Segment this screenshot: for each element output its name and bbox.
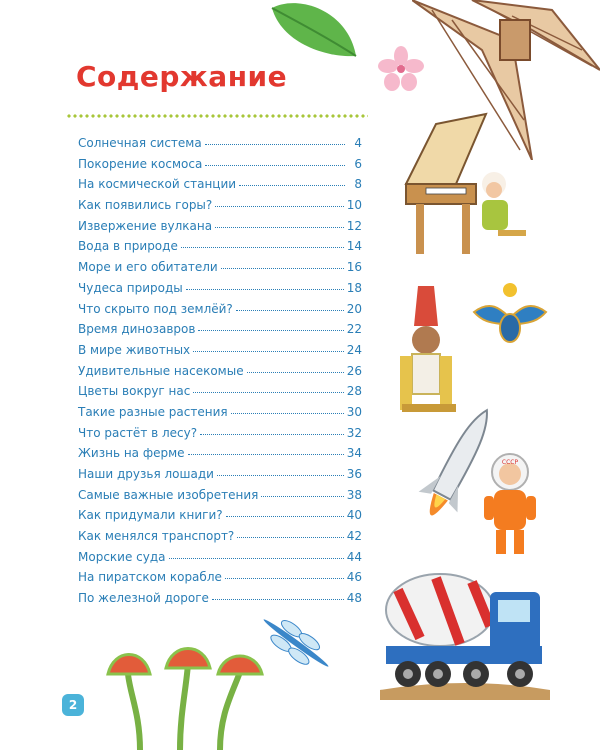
toc-row[interactable] — [78, 157, 362, 178]
toc-page-number: 14 — [346, 239, 362, 254]
toc-page-number: 48 — [346, 591, 362, 606]
toc-leader-dots — [239, 175, 345, 186]
toc-label: Солнечная система — [78, 136, 202, 150]
toc-row[interactable] — [78, 343, 362, 364]
toc-row[interactable] — [78, 467, 362, 488]
toc-row[interactable] — [78, 219, 362, 240]
toc-leader-dots — [205, 134, 345, 145]
toc-label: Удивительные насекомые — [78, 363, 244, 378]
toc-label: Вода в природе — [78, 239, 178, 254]
toc-leader-dots — [198, 320, 343, 331]
toc-leader-dots — [261, 486, 343, 497]
toc-row[interactable] — [78, 302, 362, 323]
toc-label: Извержение вулкана — [78, 218, 213, 233]
toc-row[interactable] — [78, 570, 362, 591]
table-of-contents — [78, 136, 362, 612]
toc-label: На космической станции — [78, 177, 237, 192]
toc-page-number: 20 — [346, 301, 362, 316]
toc-row[interactable] — [78, 136, 362, 157]
toc-label: Морские суда — [78, 549, 166, 564]
toc-row[interactable] — [78, 260, 362, 281]
toc-row[interactable] — [78, 446, 362, 467]
toc-label: Что скрыто под землёй? — [78, 301, 233, 316]
toc-row[interactable] — [78, 322, 362, 343]
toc-row[interactable] — [78, 405, 362, 426]
toc-leader-dots — [181, 237, 344, 248]
leaf-illustration — [268, 0, 360, 64]
toc-label: Цветы вокруг нас — [78, 384, 191, 399]
toc-row[interactable] — [78, 239, 362, 260]
toc-page-number: 16 — [346, 260, 362, 275]
toc-page-number: 30 — [346, 404, 362, 419]
toc-leader-dots — [215, 217, 344, 228]
toc-row[interactable] — [78, 177, 362, 198]
toc-row[interactable] — [78, 591, 362, 612]
scarab-illustration — [470, 282, 550, 352]
toc-leader-dots — [237, 527, 343, 538]
toc-label: Такие разные растения — [78, 404, 228, 419]
toc-leader-dots — [217, 465, 344, 476]
toc-page-number: 40 — [346, 508, 362, 523]
page-number-badge: 2 — [62, 694, 84, 716]
concrete-mixer-truck-illustration — [380, 566, 550, 700]
toc-page-number: 12 — [346, 218, 362, 233]
toc-page-number: 36 — [346, 467, 362, 481]
toc-page-number: 18 — [346, 280, 362, 295]
toc-label: Чудеса природы — [78, 280, 183, 295]
toc-row[interactable] — [78, 384, 362, 405]
toc-label: Море и его обитатели — [78, 260, 218, 275]
toc-page-number: 34 — [346, 446, 362, 461]
toc-label: Наши друзья лошади — [78, 467, 214, 481]
toc-leader-dots — [226, 506, 344, 517]
toc-label: Что растёт в лесу? — [78, 425, 198, 440]
toc-page-number: 10 — [346, 198, 362, 213]
toc-leader-dots — [186, 279, 344, 290]
toc-row[interactable] — [78, 281, 362, 302]
toc-row[interactable] — [78, 198, 362, 219]
toc-label: Как появились горы? — [78, 198, 213, 213]
toc-label: Покорение космоса — [78, 156, 203, 171]
toc-page-number: 38 — [346, 487, 362, 502]
cosmonaut-helmet-text: СССР — [501, 459, 519, 466]
cosmonaut-illustration — [480, 452, 542, 556]
toc-label: В мире животных — [78, 342, 191, 357]
toc-leader-dots — [200, 424, 344, 435]
toc-leader-dots — [212, 589, 344, 600]
toc-leader-dots — [188, 444, 344, 455]
toc-label: На пиратском корабле — [78, 570, 222, 585]
toc-label: Самые важные изобретения — [78, 487, 259, 502]
toc-row[interactable] — [78, 529, 362, 550]
toc-row[interactable] — [78, 426, 362, 447]
toc-row[interactable] — [78, 508, 362, 529]
toc-leader-dots — [169, 548, 344, 559]
toc-leader-dots — [221, 258, 344, 269]
toc-page-number: 24 — [346, 342, 362, 357]
toc-row[interactable] — [78, 550, 362, 571]
toc-page-number: 42 — [346, 529, 362, 544]
toc-leader-dots — [236, 300, 344, 311]
toc-leader-dots — [225, 568, 344, 579]
toc-page-number: 22 — [346, 322, 362, 337]
toc-page-number: 32 — [346, 425, 362, 440]
toc-label: По железной дороге — [78, 591, 209, 606]
toc-leader-dots — [193, 382, 343, 393]
toc-row[interactable] — [78, 488, 362, 509]
dotted-divider — [66, 114, 368, 118]
toc-leader-dots — [231, 403, 344, 414]
toc-label: Как придумали книги? — [78, 508, 223, 523]
pharaoh-illustration — [394, 286, 464, 412]
page-title: Содержание — [76, 60, 288, 93]
toc-leader-dots — [215, 196, 343, 207]
toc-label: Время динозавров — [78, 322, 196, 337]
venus-flytrap-illustration — [100, 644, 270, 750]
toc-row[interactable] — [78, 364, 362, 385]
toc-page-number: 6 — [354, 156, 362, 171]
toc-label: Жизнь на ферме — [78, 446, 185, 461]
toc-label: Как менялся транспорт? — [78, 529, 235, 544]
toc-page-number: 46 — [346, 570, 362, 585]
toc-page-number: 26 — [346, 363, 362, 378]
toc-page-number: 4 — [354, 136, 362, 150]
toc-leader-dots — [247, 362, 344, 373]
harpsichord-mozart-illustration — [396, 104, 536, 262]
toc-leader-dots — [193, 341, 344, 352]
toc-page-number: 44 — [346, 549, 362, 564]
toc-page-number: 8 — [354, 177, 362, 192]
toc-leader-dots — [205, 155, 345, 166]
toc-page-number: 28 — [346, 384, 362, 399]
